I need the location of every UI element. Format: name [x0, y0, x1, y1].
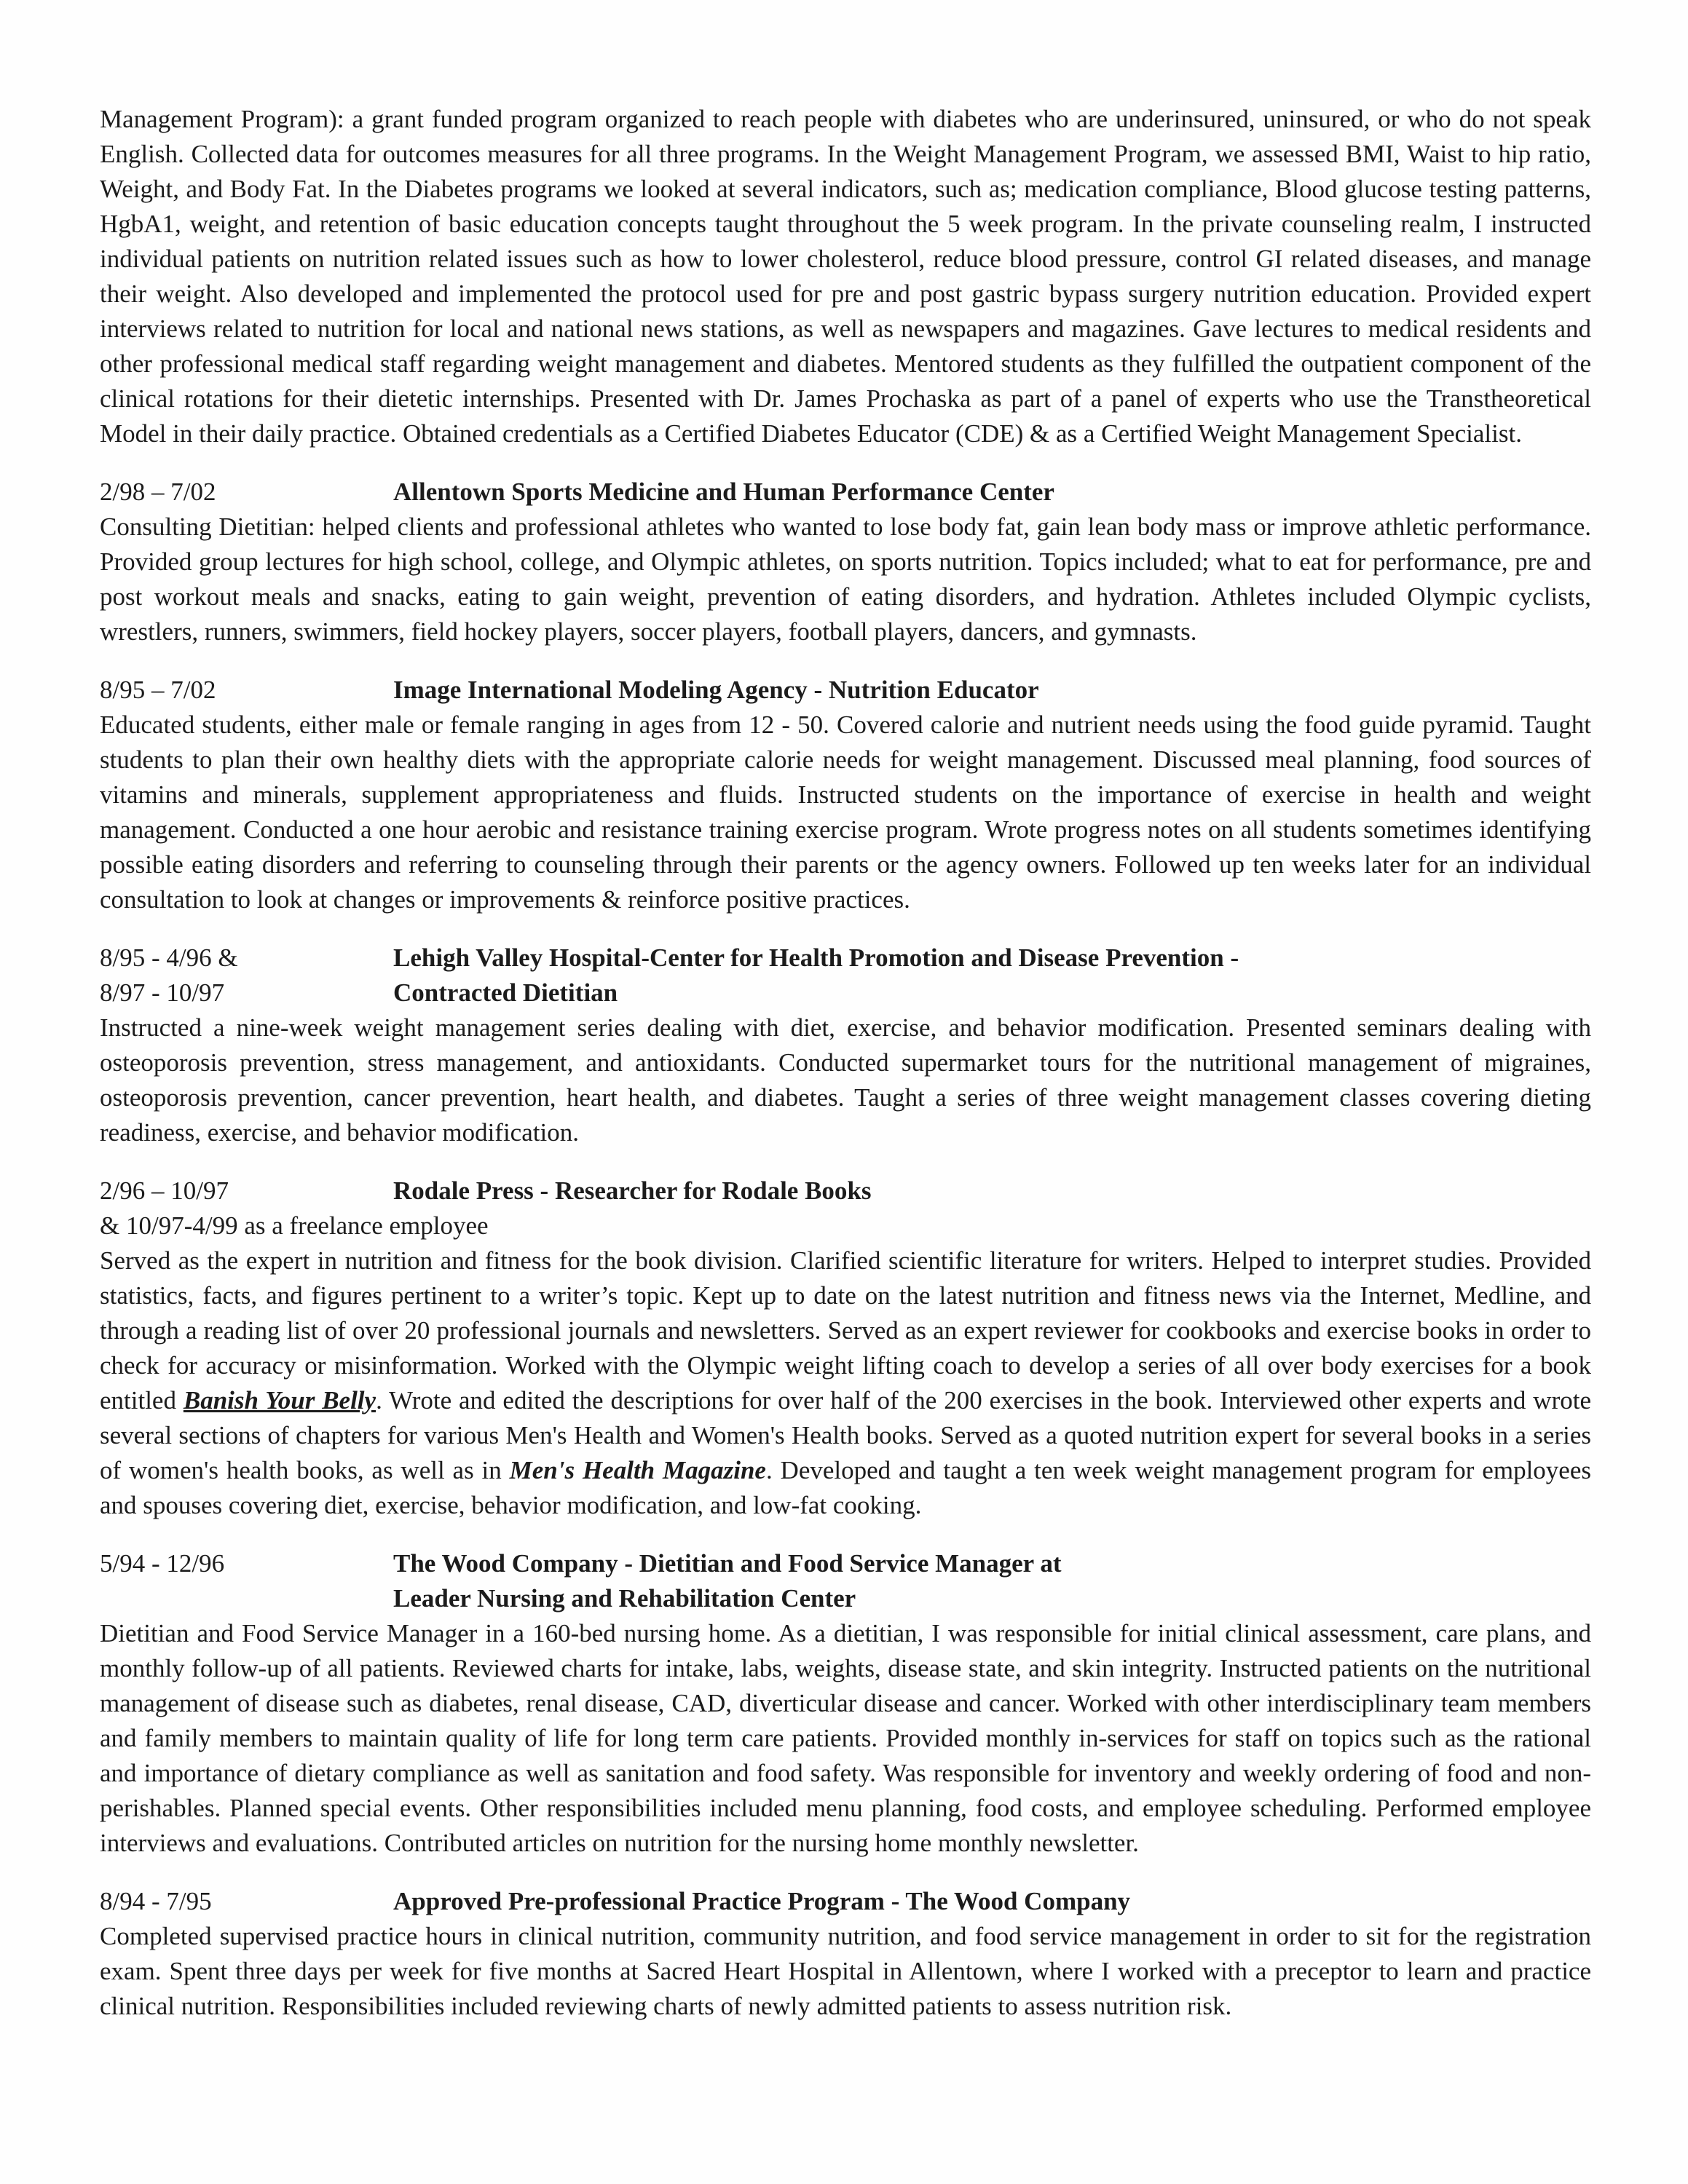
- job-date-line: 8/95 – 7/02: [100, 676, 216, 704]
- job-dates: [100, 1546, 393, 1581]
- job-section-lehigh-valley-hospital: [100, 941, 1591, 1150]
- job-header: [100, 475, 1591, 510]
- job-subtitle: & 10/97-4/99 as a freelance employee: [100, 1211, 489, 1240]
- job-title-line: Rodale Press - Researcher for Rodale Books: [393, 1176, 872, 1205]
- job-title: [393, 941, 1239, 1010]
- magazine-title-mens-health: Men's Health Magazine: [509, 1456, 766, 1484]
- job-dates: [100, 673, 393, 708]
- job-title-line: Contracted Dietitian: [393, 978, 618, 1007]
- job-title: [393, 1174, 872, 1208]
- job-title-line: The Wood Company - Dietitian and Food Service Manager at: [393, 1549, 1062, 1578]
- job-title-line: Leader Nursing and Rehabilitation Center: [393, 1584, 856, 1613]
- job-section-rodale-press: [100, 1174, 1591, 1523]
- job-title: [393, 673, 1039, 708]
- job-description: Consulting Dietitian: helped clients and professional athletes who wanted to lose body fat, gain lean body mass or improve athletic performance. Provided group lectures for high school, college, and Olympic athletes, on sports nutrition. Topics included; what to eat for performance, pre and post workout meals and snacks, eating to gain weight, prevention of eating disorders, and hydration. Athletes included Olympic cyclists, wrestlers, runners, swimmers, field hockey players, soccer players, football players, dancers, and gymnasts.: [100, 513, 1591, 646]
- job-dates: [100, 941, 393, 1010]
- job-section-wood-company-dietitian: [100, 1546, 1591, 1861]
- job-description: Completed supervised practice hours in clinical nutrition, community nutrition, and food service management in order to sit for the registration exam. Spent three days per week for five months at Sacred Heart Hospital in Allentown, where I worked with a preceptor to learn and practice clinical nutrition. Responsibilities included reviewing charts of newly admitted patients to assess nutrition risk.: [100, 1922, 1591, 2020]
- job-section-preprofessional-practice: [100, 1884, 1591, 2024]
- job-title-line: Lehigh Valley Hospital-Center for Health Promotion and Disease Prevention -: [393, 943, 1239, 972]
- job-header: [100, 1174, 1591, 1208]
- job-header: [100, 1884, 1591, 1919]
- job-date-line: 8/97 - 10/97: [100, 978, 225, 1007]
- job-description: [100, 1243, 1591, 1523]
- job-title: [393, 1546, 1061, 1616]
- job-title: [393, 1884, 1130, 1919]
- job-date-line: 5/94 - 12/96: [100, 1549, 225, 1578]
- job-title-line: Image International Modeling Agency - Nutrition Educator: [393, 676, 1039, 704]
- job-date-line: 2/98 – 7/02: [100, 478, 216, 506]
- description-text: . Wrote and edited the descriptions for over half of the 200 exercises in the book. Interviewed other experts and wrote several sections of chapters for various Men's Health and Women's Health books. Served as a quoted nutrition expert for several books in a series of women's health books, as well as in: [100, 1386, 1591, 1484]
- job-header: [100, 941, 1591, 1010]
- job-header: [100, 673, 1591, 708]
- job-date-line: 2/96 – 10/97: [100, 1176, 229, 1205]
- job-dates: [100, 1174, 393, 1208]
- continuation-paragraph: Management Program): a grant funded program organized to reach people with diabetes who are underinsured, uninsured, or who do not speak English. Collected data for outcomes measures for all three programs. In the Weight Management Program, we assessed BMI, Waist to hip ratio, Weight, and Body Fat. In the Diabetes programs we looked at several indicators, such as; medication compliance, Blood glucose testing patterns, HgbA1, weight, and retention of basic education concepts taught throughout the 5 week program. In the private counseling realm, I instructed individual patients on nutrition related issues such as how to lower cholesterol, reduce blood pressure, control GI related diseases, and manage their weight. Also developed and implemented the protocol used for pre and post gastric bypass surgery nutrition education. Provided expert interviews related to nutrition for local and national news stations, as well as newspapers and magazines. Gave lectures to medical residents and other professional medical staff regarding weight management and diabetes. Mentored students as they fulfilled the outpatient component of the clinical rotations for their dietetic internships. Presented with Dr. James Prochaska as part of a panel of experts who use the Transtheoretical Model in their daily practice. Obtained credentials as a Certified Diabetes Educator (CDE) & as a Certified Weight Management Specialist.: [100, 105, 1591, 448]
- job-description: Dietitian and Food Service Manager in a 160-bed nursing home. As a dietitian, I was responsible for initial clinical assessment, care plans, and monthly follow-up of all patients. Reviewed charts for intake, labs, weights, disease state, and skin integrity. Instructed patients on the nutritional management of disease such as diabetes, renal disease, CAD, diverticular disease and cancer. Worked with other interdisciplinary team members and family members to maintain quality of life for long term care patients. Provided monthly in-services for staff on topics such as the rational and importance of dietary compliance as well as sanitation and food safety. Was responsible for inventory and weekly ordering of food and non-perishables. Planned special events. Other responsibilities included menu planning, food costs, and employee scheduling. Performed employee interviews and evaluations. Contributed articles on nutrition for the nursing home monthly newsletter.: [100, 1619, 1591, 1857]
- book-title-banish-your-belly: Banish Your Belly: [183, 1386, 376, 1415]
- job-date-line: 8/95 - 4/96 &: [100, 943, 238, 972]
- job-title: [393, 475, 1054, 510]
- job-section-image-international: [100, 673, 1591, 917]
- job-section-allentown-sports-medicine: [100, 475, 1591, 649]
- job-description: Instructed a nine-week weight management series dealing with diet, exercise, and behavior modification. Presented seminars dealing with osteoporosis prevention, stress management, and antioxidants. Conducted supermarket tours for the nutritional management of migraines, osteoporosis prevention, cancer prevention, heart health, and diabetes. Taught a series of three weight management classes covering dieting readiness, exercise, and behavior modification.: [100, 1013, 1591, 1147]
- job-title-line: Approved Pre-professional Practice Program - The Wood Company: [393, 1887, 1131, 1915]
- job-header: [100, 1546, 1591, 1616]
- job-title-line: Allentown Sports Medicine and Human Performance Center: [393, 478, 1054, 506]
- job-date-line: 8/94 - 7/95: [100, 1887, 212, 1915]
- description-text: Served as the expert in nutrition and fitness for the book division. Clarified scientific literature for writers. Helped to interpret studies. Provided statistics, facts, and figures pertinent to a writer’s topic. Kept up to date on the latest nutrition and fitness news via the Internet, Medline, and through a reading list of over 20 professional journals and newsletters. Served as an expert reviewer for cookbooks and exercise books in order to check for accuracy or misinformation. Worked with the Olympic weight lifting coach to develop a series of all over body exercises for a book entitled: [100, 1246, 1591, 1415]
- job-description: Educated students, either male or female ranging in ages from 12 - 50. Covered calorie and nutrient needs using the food guide pyramid. Taught students to plan their own healthy diets with the appropriate calorie needs for weight management. Discussed meal planning, food sources of vitamins and minerals, supplement appropriateness and fluids. Instructed students on the importance of exercise in health and weight management. Conducted a one hour aerobic and resistance training exercise program. Wrote progress notes on all students sometimes identifying possible eating disorders and referring to counseling through their parents or the agency owners. Followed up ten weeks later for an individual consultation to look at changes or improvements & reinforce positive practices.: [100, 711, 1591, 914]
- job-dates: [100, 475, 393, 510]
- job-dates: [100, 1884, 393, 1919]
- description-text: . Developed and taught a ten week weight management program for employees and spouses covering diet, exercise, behavior modification, and low-fat cooking.: [100, 1456, 1591, 1519]
